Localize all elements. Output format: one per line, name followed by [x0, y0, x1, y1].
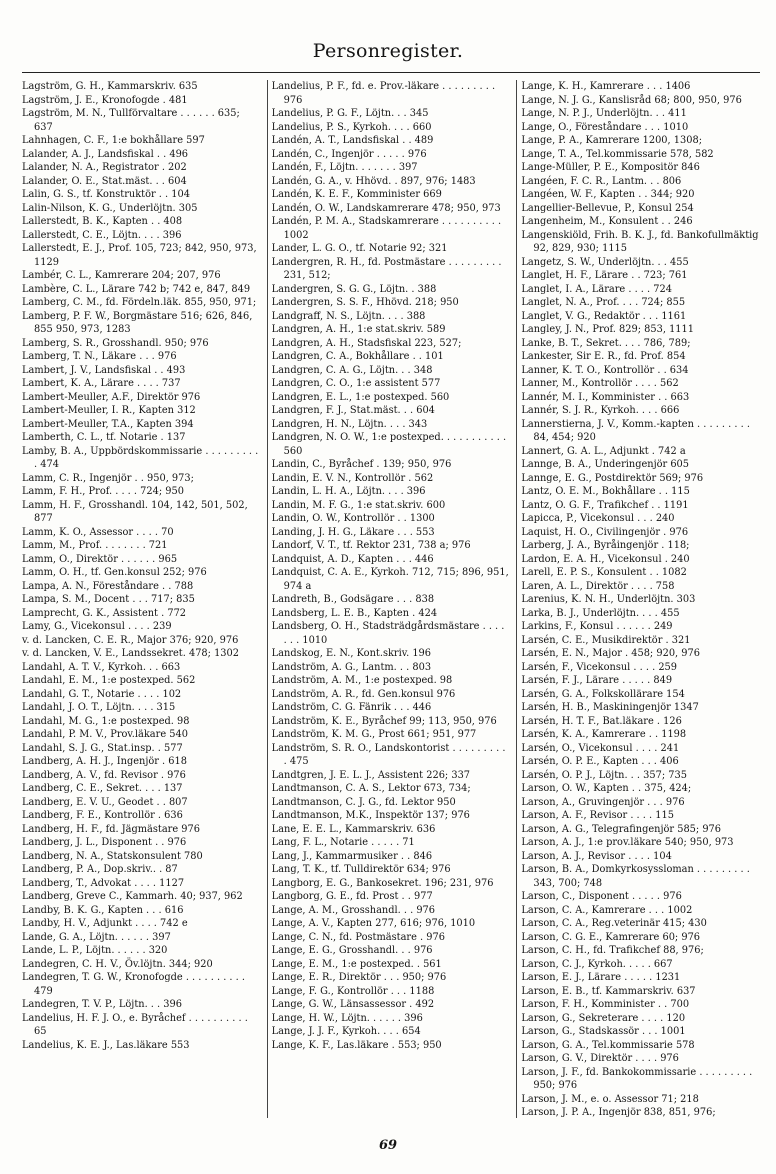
register-entry: Lambert-Meuller, A.F., Direktör 976 [22, 391, 201, 403]
register-entry: Langenheim, M., Konsulent . . 246 [521, 216, 693, 227]
register-entry: Landin, E. V. N., Kontrollör . 562 [271, 472, 434, 484]
register-entry: Langley, J. N., Prof. 829; 853, 1111 [521, 324, 694, 335]
register-entry: Landergren, S. G. G., Löjtn. . 388 [271, 283, 437, 295]
register-entry: Larson, F. H., Komminister . . 700 [521, 999, 690, 1010]
register-entry: Lamm, C. R., Ingenjör . . 950, 973; [22, 472, 194, 484]
register-entry: Lambert, K. A., Lärare . . . . 737 [22, 378, 181, 389]
register-entry: Larsén, H. T. F., Bat.läkare . 126 [521, 715, 682, 727]
register-entry: Landelius, H. F. J. O., e. Byråchef . . . . . . . . . . 65 [22, 1012, 251, 1037]
register-entry: Larson, C. H., fd. Trafikchef 88, 976; [521, 945, 704, 956]
register-entry: Landström, S. R. O., Landskontorist . . . . . . . . . . 475 [271, 742, 509, 767]
register-entry: Lambert-Meuller, I. R., Kapten 312 [22, 405, 196, 416]
register-entry: Lagström, J. E., Kronofogde . 481 [22, 94, 188, 106]
register-entry: Landsberg, O. H., Stadsträdgårdsmästare . . . . . . . 1010 [271, 621, 508, 646]
register-entry: Langlet, N. A., Prof. . . . 724; 855 [521, 297, 686, 308]
register-entry: Laquist, H. O., Civilingenjör . 976 [521, 526, 689, 538]
register-entry: Landberg, N. A., Statskonsulent 780 [22, 850, 203, 862]
register-entry: Landgren, H. N., Löjtn. . . . 343 [271, 418, 428, 430]
register-entry: Larson, G., Stadskassör . . . 1001 [521, 1026, 686, 1037]
register-entry: Lang, J., Kammarmusiker . . 846 [271, 850, 433, 862]
register-entry: Larson, A. G., Telegrafingenjör 585; 976 [521, 823, 722, 835]
register-entry: Landegren, T. G. W., Kronofogde . . . . . . . . . . 479 [22, 972, 249, 997]
register-entry: Landén, A. T., Landsfiskal . . 489 [271, 135, 434, 146]
register-entry: Larson, C. J., Kyrkoh. . . . . 667 [521, 958, 673, 970]
register-entry: Langborg, E. G., Bankosekret. 196; 231, 976 [271, 877, 494, 889]
register-entry: Lamby, B. A., Uppbördskommissarie . . . . . . . . . . 474 [22, 445, 262, 470]
register-entry: Landén, P. M. A., Stadskamrerare . . . . . . . . . . 1002 [271, 216, 505, 241]
register-entry: Landberg, Greve C., Kammarh. 40; 937, 962 [22, 891, 243, 902]
register-entry: Lampa, S. M., Docent . . . 717; 835 [22, 594, 195, 605]
register-entry: Lange, O., Föreståndare . . . 1010 [521, 121, 689, 133]
register-entry: Landahl, S. J. G., Stat.insp. . 577 [22, 742, 183, 754]
register-entry: Langlet, H. F., Lärare . . 723; 761 [521, 270, 688, 281]
register-entry: Lange, K. H., Kamrerare . . . 1406 [521, 81, 691, 92]
register-entry: Landgraff, N. S., Löjtn. . . . 388 [271, 310, 426, 322]
register-entry: Larson, A., Gruvingenjör . . . 976 [521, 796, 685, 808]
register-entry: Landén, F., Löjtn. . . . . . . 397 [271, 162, 418, 173]
register-entry: Landergren, S. S. F., Hhövd. 218; 950 [271, 297, 459, 308]
register-entry: Lambert-Meuller, T.A., Kapten 394 [22, 418, 194, 430]
register-entry: Landgren, A. H., 1:e stat.skriv. 589 [271, 324, 446, 335]
register-entry: Lanke, B. T., Sekret. . . . 786, 789; [521, 337, 691, 349]
register-entry: Landén, C., Ingenjör . . . . . 976 [271, 148, 427, 160]
register-entry: Landgren, C. O., 1:e assistent 577 [271, 378, 441, 389]
register-entry: Lange, G. W., Länsassessor . 492 [271, 999, 435, 1010]
register-entry: v. d. Lancken, V. E., Landssekret. 478; 1302 [22, 648, 240, 659]
register-entry: Landtgren, J. E. L. J., Assistent 226; 337 [271, 769, 471, 781]
register-entry: Lamm, O., Direktör . . . . . . 965 [22, 553, 178, 565]
register-entry: Lange, E. M., 1:e postexped. . 561 [271, 958, 442, 970]
register-entry: Larsén, K. A., Kamrerare . . 1198 [521, 729, 687, 740]
register-entry: Landén, O. W., Landskamrerare 478; 950, 973 [271, 202, 501, 214]
register-entry: Larson, A. J., 1:e prov.läkare 540; 950, 973 [521, 837, 734, 848]
register-entry: Lambér, C. L., Kamrerare 204; 207, 976 [22, 270, 221, 281]
register-entry: Landgren, A. H., Stadsfiskal 223, 527; [271, 337, 462, 349]
register-entry: Larson, O. W., Kapten . . 375, 424; [521, 783, 692, 794]
register-entry: Lannge, B. A., Underingenjör 605 [521, 459, 690, 470]
register-entry: Lagström, G. H., Kammarskriv. 635 [22, 81, 198, 92]
register-entry: Lantz, O. G. F., Trafikchef . . 1191 [521, 499, 689, 511]
register-entry: Landegren, C. H. V., Öv.löjtn. 344; 920 [22, 958, 213, 970]
register-entry: Larson, C. A., Reg.veterinär 415; 430 [521, 918, 707, 929]
register-entry: Landin, M. F. G., 1:e stat.skriv. 600 [271, 499, 446, 511]
register-entry: Lalin, G. S., tf. Konstruktör . . 104 [22, 189, 190, 200]
register-entry: Larell, E. P. S., Konsulent . . 1082 [521, 567, 687, 578]
register-entry: Lamm, M., Prof. . . . . . . . 721 [22, 540, 168, 551]
register-entry: Larson, G., Sekreterare . . . . 120 [521, 1012, 686, 1024]
register-entry: Langetz, S. W., Underlöjtn. . . 455 [521, 256, 689, 268]
register-entry: Lange, J. J. F., Kyrkoh. . . . 654 [271, 1026, 421, 1037]
register-entry: Lamm, O. H., tf. Gen.konsul 252; 976 [22, 567, 207, 578]
register-entry: Lamberg, C. M., fd. Fördeln.läk. 855, 950, 971; [22, 297, 257, 308]
register-entry: Lande, L. P., Löjtn. . . . . . 320 [22, 945, 168, 956]
register-entry: Lange, E. G., Grosshandl. . . 976 [271, 945, 433, 956]
register-entry: Landberg, A. H. J., Ingenjör . 618 [22, 756, 187, 767]
register-entry: Larsén, F. J., Lärare . . . . . 849 [521, 675, 673, 686]
register-entry: Larsén, F., Vicekonsul . . . . 259 [521, 661, 678, 673]
register-column-2 [267, 80, 517, 1118]
register-entry: Lalander, N. A., Registrator . 202 [22, 162, 187, 173]
register-entry: Lapicca, P., Vicekonsul . . . 240 [521, 513, 675, 524]
register-entry: Landberg, H. F., fd. Jägmästare 976 [22, 823, 200, 835]
register-entry: Langéen, F. C. R., Lantm. . . 806 [521, 175, 682, 187]
register-entry: Lange, N. P. J., Underlöjtn. . . 411 [521, 108, 687, 119]
register-entry: Langéen, W. F., Kapten . . 344; 920 [521, 189, 695, 200]
register-entry: Larson, C., Disponent . . . . . 976 [521, 891, 682, 902]
register-entry: Larsén, O., Vicekonsul . . . . 241 [521, 742, 680, 754]
register-entry: Lalander, A. J., Landsfiskal . . 496 [22, 148, 189, 160]
register-entry: Landén, G. A., v. Hhövd. . 897, 976; 1483 [271, 175, 476, 187]
register-entry: Landberg, C. E., Sekret. . . . 137 [22, 783, 183, 794]
register-entry: Lamm, F. H., Prof. . . . . 724; 950 [22, 486, 184, 497]
register-entry: Landberg, A. V., fd. Revisor . 976 [22, 769, 186, 781]
register-entry: Landreth, B., Godsägare . . . 838 [271, 594, 435, 605]
register-entry: Lanner, K. T. O., Kontrollör . . 634 [521, 364, 689, 376]
register-entry: Larson, G. V., Direktör . . . . 976 [521, 1053, 679, 1064]
register-entry: Landgren, C. A., Bokhållare . . 101 [271, 351, 444, 362]
register-entry: Landahl, G. T., Notarie . . . . 102 [22, 688, 182, 700]
register-entry: Lannér, S. J. R., Kyrkoh. . . . 666 [521, 405, 680, 416]
register-entry: Larson, B. A., Domkyrkosyssloman . . . . . . . . . 343, 700; 748 [521, 864, 753, 889]
register-entry: Larson, G. A., Tel.kommissarie 578 [521, 1039, 695, 1051]
register-entry: Lannert, G. A. L., Adjunkt . 742 a [521, 445, 686, 457]
register-entry: Landberg, P. A., Dop.skriv.. . 87 [22, 864, 178, 875]
register-entry: Landahl, E. M., 1:e postexped. 562 [22, 675, 196, 686]
register-entry: Lantz, O. E. M., Bokhållare . . 115 [521, 486, 690, 497]
register-entry: Larson, C. G. E., Kamrerare 60; 976 [521, 931, 701, 943]
register-entry: Lane, E. E. L., Kammarskriv. 636 [271, 823, 436, 835]
register-entry: Lardon, E. A. H., Vicekonsul . 240 [521, 553, 690, 565]
register-entry: Landin, C., Byråchef . 139; 950, 976 [271, 459, 452, 470]
register-entry: Landtmanson, C. J. G., fd. Lektor 950 [271, 796, 456, 808]
register-entry: Lallerstedt, B. K., Kapten . . 408 [22, 216, 183, 227]
register-entry: Landing, J. H. G., Läkare . . . 553 [271, 526, 435, 538]
register-entry: Landelius, P. G. F., Löjtn. . . 345 [271, 108, 429, 119]
register-entry: Landin, L. H. A., Löjtn. . . . 396 [271, 486, 426, 497]
register-entry: Larberg, J. A., Byråingenjör . 118; [521, 540, 690, 551]
register-entry: Lange, K. F., Las.läkare . 553; 950 [271, 1039, 442, 1051]
register-entry: Larson, E. B., tf. Kammarskriv. 637 [521, 985, 696, 997]
register-entry: Lambert, J. V., Landsfiskal . . 493 [22, 364, 186, 376]
register-entry: Landström, K. E., Byråchef 99; 113, 950, 976 [271, 715, 497, 727]
register-entry: Larenius, K. N. H., Underlöjtn. 303 [521, 594, 696, 605]
register-entry: Landelius, P. F., fd. e. Prov.-läkare . . . . . . . . . 976 [271, 81, 499, 106]
register-entry: Lahnhagen, C. F., 1:e bokhållare 597 [22, 135, 205, 146]
register-entry: Lange-Müller, P. E., Kompositör 846 [521, 162, 700, 173]
register-entry: Larson, J. P. A., Ingenjör 838, 851, 976; [521, 1107, 716, 1118]
register-entry: Landsberg, L. E. B., Kapten . 424 [271, 607, 438, 619]
register-entry: Lannerstierna, J. V., Komm.-kapten . . . . . . . . . 84, 454; 920 [521, 418, 754, 443]
register-entry: Landquist, C. A. E., Kyrkoh. 712, 715; 896, 951, 974 a [271, 567, 512, 592]
register-entry: Landahl, P. M. V., Prov.läkare 540 [22, 729, 188, 740]
register-entry: Landgren, E. L., 1:e postexped. 560 [271, 391, 450, 403]
register-entry: Landberg, E. V. U., Geodet . . 807 [22, 796, 188, 808]
register-entry: Larson, J. M., e. o. Assessor 71; 218 [521, 1093, 699, 1105]
page-title: Personregister. [312, 40, 464, 62]
register-entry: Landegren, T. V. P., Löjtn. . . 396 [22, 999, 182, 1010]
register-entry: Landström, A. G., Lantm. . . 803 [271, 661, 432, 673]
register-entry: Landström, C. G. Fänrik . . . 446 [271, 702, 432, 713]
register-entry: Lallerstedt, E. J., Prof. 105, 723; 842, 950, 973, 1129 [22, 243, 260, 268]
register-entry: Lange, A. M., Grosshandl. . . 976 [271, 904, 436, 916]
register-entry: Larkins, F., Konsul . . . . . . 249 [521, 621, 673, 632]
register-entry: Larsén, E. N., Major . 458; 920, 976 [521, 648, 700, 659]
register-entry: Lange, E. R., Direktör . . . 950; 976 [271, 972, 447, 983]
register-entry: Lampa, A. N., Föreståndare . . 788 [22, 580, 194, 592]
register-entry: v. d. Lancken, C. E. R., Major 376; 920, 976 [22, 634, 239, 646]
register-entry: Langellier-Bellevue, P., Konsul 254 [521, 202, 694, 214]
register-entry: Landgren, F. J., Stat.mäst. . . 604 [271, 405, 435, 416]
register-entry: Landström, A. R., fd. Gen.konsul 976 [271, 688, 456, 700]
register-entry: Landtmanson, C. A. S., Lektor 673, 734; [271, 783, 471, 794]
register-entry: Landgren, N. O. W., 1:e postexped. . . . . . . . . . . 560 [271, 432, 510, 457]
register-entry: Lange, P. A., Kamrerare 1200, 1308; [521, 135, 702, 146]
register-entry: Lambère, C. L., Lärare 742 b; 742 e, 847, 849 [22, 283, 251, 295]
register-entry: Landelius, K. E. J., Las.läkare 553 [22, 1039, 190, 1051]
register-entry: Landström, K. M. G., Prost 661; 951, 977 [271, 729, 477, 740]
register-entry: Lamm, K. O., Assessor . . . . 70 [22, 526, 174, 538]
register-entry: Lang, F. L., Notarie . . . . . 71 [271, 837, 415, 848]
register-entry: Lange, T. A., Tel.kommissarie 578, 582 [521, 148, 714, 160]
register-entry: Larsén, C. E., Musikdirektör . 321 [521, 634, 691, 646]
register-entry: Lange, F. G., Kontrollör . . . 1188 [271, 985, 435, 997]
register-entry: Larson, A. F., Revisor . . . . 115 [521, 810, 674, 821]
register-entry: Landahl, A. T. V., Kyrkoh. . . 663 [22, 661, 181, 673]
register-entry: Landquist, A. D., Kapten . . . 446 [271, 553, 434, 565]
register-entry: Landgren, C. A. G., Löjtn. . . 348 [271, 364, 433, 376]
register-entry: Larsén, O. P. J., Löjtn. . . 357; 735 [521, 769, 687, 781]
register-entry: Lagström, M. N., Tullförvaltare . . . . . . 635; 637 [22, 108, 243, 133]
register-entry: Landergren, R. H., fd. Postmästare . . . . . . . . . 231, 512; [271, 256, 505, 281]
register-entry: Larsén, G. A., Folkskollärare 154 [521, 688, 685, 700]
page-number: 69 [378, 1138, 398, 1153]
register-entry: Larsén, H. B., Maskiningenjör 1347 [521, 702, 699, 713]
register-entry: Lamprecht, G. K., Assistent . 772 [22, 607, 187, 619]
register-entry: Laren, A. L., Direktör . . . . 758 [521, 580, 675, 592]
register-entry: Lamberg, S. R., Grosshandl. 950; 976 [22, 337, 209, 349]
register-entry: Landberg, T., Advokat . . . . 1127 [22, 877, 185, 889]
register-entry: Landby, B. K. G., Kapten . . . 616 [22, 904, 184, 916]
register-entry: Lannge, E. G., Postdirektör 569; 976 [521, 472, 704, 484]
register-entry: Larson, E. J., Lärare . . . . . 1231 [521, 972, 681, 983]
register-entry: Larka, B. J., Underlöjtn. . . . 455 [521, 607, 680, 619]
register-entry: Larsén, O. P. E., Kapten . . . 406 [521, 756, 679, 767]
title-rule [22, 72, 760, 73]
register-entry: Landberg, J. L., Disponent . . 976 [22, 837, 187, 848]
register-entry: Landorf, V. T., tf. Rektor 231, 738 a; 976 [271, 540, 471, 551]
register-entry: Landtmanson, M.K., Inspektör 137; 976 [271, 810, 470, 821]
register-entry: Lamy, G., Vicekonsul . . . . 239 [22, 621, 172, 632]
register-entry: Lange, C. N., fd. Postmästare . 976 [271, 931, 445, 943]
register-entry: Langborg, G. E., fd. Prost . . 977 [271, 891, 433, 902]
register-entry: Lallerstedt, C. E., Löjtn. . . . 396 [22, 229, 182, 241]
register-entry: Lamm, H. F., Grosshandl. 104, 142, 501, 502, 877 [22, 499, 251, 524]
register-entry: Lange, N. J. G., Kanslisråd 68; 800, 950, 976 [521, 94, 742, 106]
register-entry: Lang, T. K., tf. Tulldirektör 634; 976 [271, 864, 451, 875]
register-entry: Landahl, M. G., 1:e postexped. 98 [22, 715, 190, 727]
register-entry: Landelius, P. S., Kyrkoh. . . . 660 [271, 121, 432, 133]
register-entry: Lande, G. A., Löjtn. . . . . . 397 [22, 931, 171, 943]
register-column-1 [18, 80, 267, 1118]
register-entry: Lange, A. V., Kapten 277, 616; 976, 1010 [271, 918, 476, 929]
register-entry: Landén, K. E. F., Komminister 669 [271, 189, 442, 200]
register-entry: Landby, H. V., Adjunkt . . . . 742 e [22, 918, 188, 929]
register-entry: Landskog, E. N., Kont.skriv. 196 [271, 648, 432, 659]
register-entry: Lange, H. W., Löjtn. . . . . . 396 [271, 1012, 423, 1024]
register-entry: Lander, L. G. O., tf. Notarie 92; 321 [271, 243, 448, 254]
register-entry: Landberg, F. E., Kontrollör . 636 [22, 810, 183, 821]
register-entry: Lamberg, T. N., Läkare . . . 976 [22, 351, 177, 362]
register-entry: Lamberg, P. F. W., Borgmästare 516; 626, 846, 855 950, 973, 1283 [22, 310, 256, 335]
register-entry: Lannér, M. I., Komminister . . 663 [521, 391, 690, 403]
register-entry: Lankester, Sir E. R., fd. Prof. 854 [521, 351, 686, 362]
register-entry: Larson, A. J., Revisor . . . . 104 [521, 850, 672, 862]
register-entry: Larson, J. F., fd. Bankokommissarie . . . . . . . . . 950; 976 [521, 1066, 756, 1091]
register-entry: Lalin-Nilson, K. G., Underlöjtn. 305 [22, 202, 198, 214]
register-entry: Lalander, O. E., Stat.mäst. . . 604 [22, 175, 187, 187]
register-entry: Landahl, J. O. T., Löjtn. . . . 315 [22, 702, 176, 713]
register-entry: Landin, O. W., Kontrollör . . 1300 [271, 513, 435, 524]
register-entry: Langlet, I. A., Lärare . . . . 724 [521, 283, 672, 295]
register-entry: Lamberth, C. L., tf. Notarie . 137 [22, 432, 186, 443]
register-entry: Landström, A. M., 1:e postexped. 98 [271, 675, 453, 686]
register-column-3 [516, 80, 766, 1118]
register-entry: Larson, C. A., Kamrerare . . . 1002 [521, 904, 693, 916]
register-entry: Langenskiöld, Frih. B. K. J., fd. Bankofullmäktig 92, 829, 930; 1115 [521, 229, 762, 254]
register-entry: Langlet, V. G., Redaktör . . . 1161 [521, 310, 687, 322]
register-columns [18, 80, 766, 1118]
register-entry: Lanner, M., Kontrollör . . . . 562 [521, 378, 679, 389]
